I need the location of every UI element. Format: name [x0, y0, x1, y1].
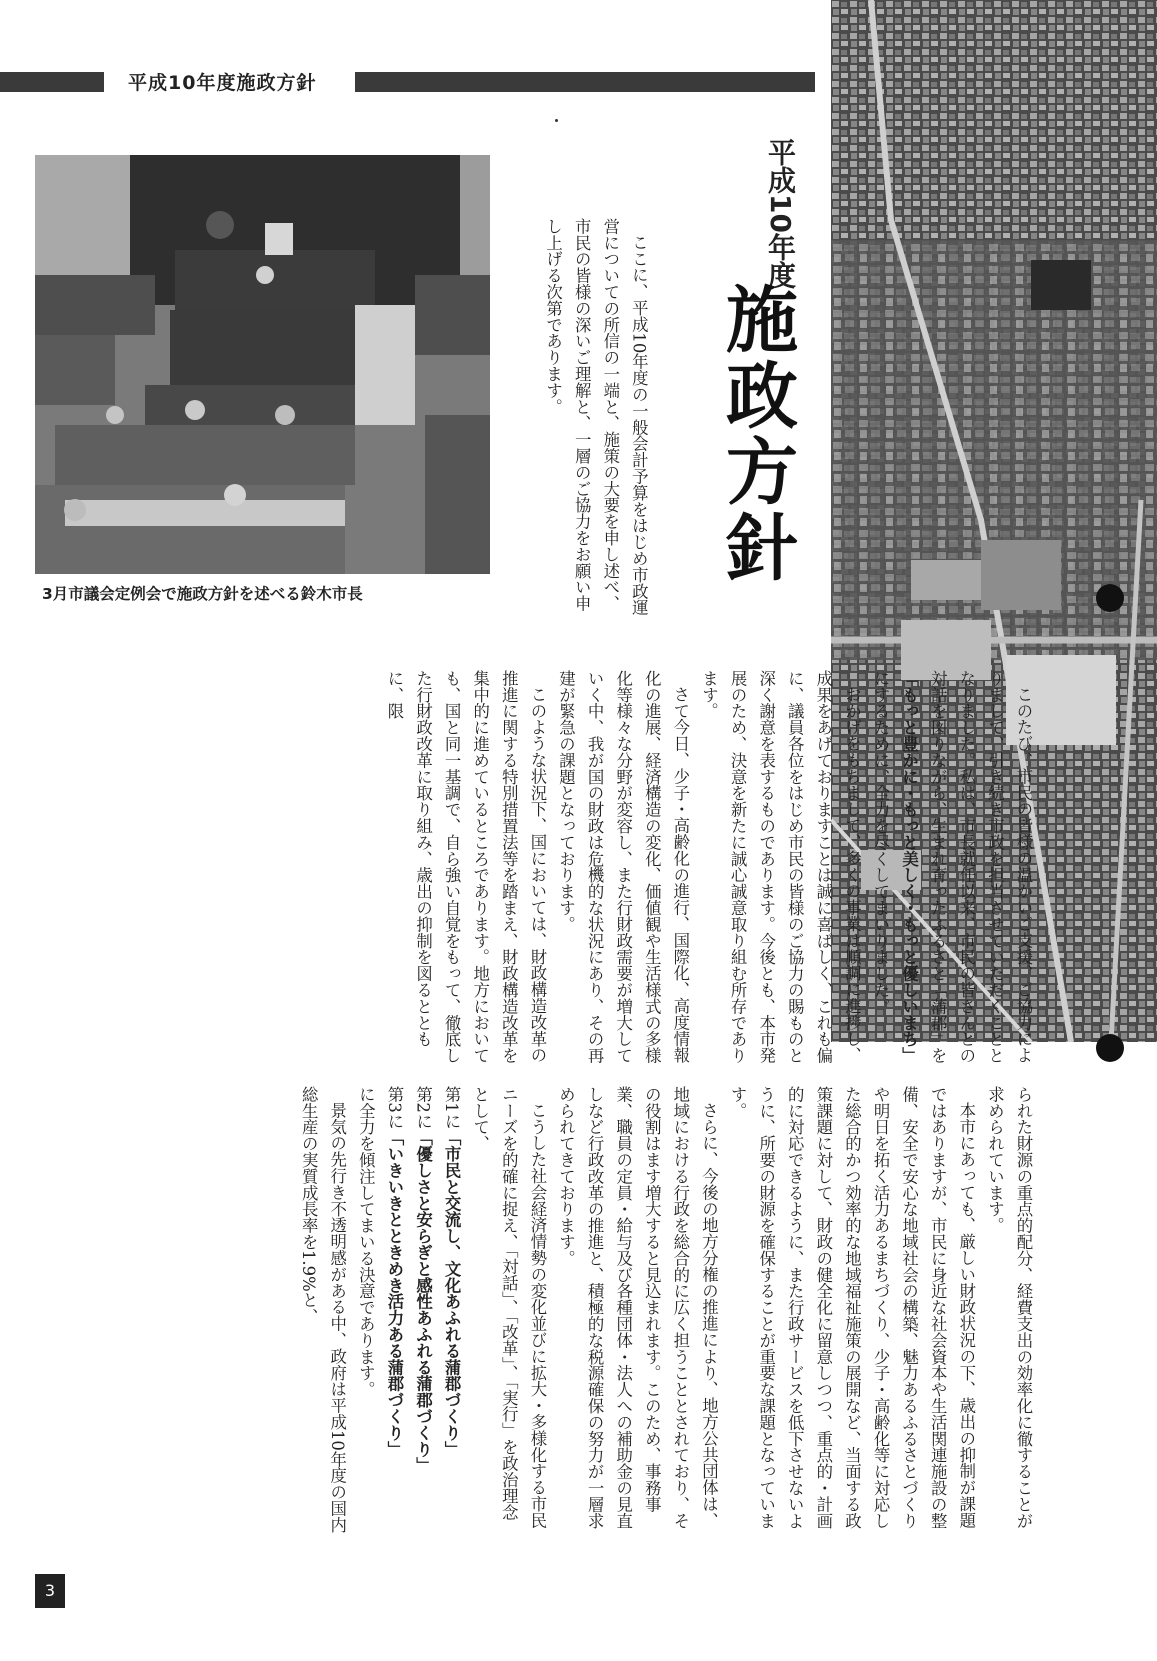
heading-policy-address: 施政方針 [714, 282, 799, 586]
body2-paragraph-2: 本市にあっても、厳しい財政状況の下、歳出の抑制が課題ではありますが、市民に身近な社会資本や生活関連施設の整備、安全で安心な地域社会の構築、魅力あるふるさとづくりや明日を拓く活力あるまちづくり、少子・高齢化等に対応した総合的かつ効率的な地域福祉施策の展開など、当面する政策課題に対して、財政の健全化に留意しつつ、重点的・計画的に対応できるように、また行政サービスを低下させないように、所要の財源を確保することが重要な課題となっています。 [728, 1086, 976, 1529]
intro-text: ここに、平成10年度の一般会計予算をはじめ市政運営についての所信の一端と、施策の大要を申し述べ、市民の皆様の深いご理解と、一層のご協力をお願い申し上げる次第であります。 [543, 218, 649, 617]
decorative-dot [1096, 584, 1124, 612]
body2-paragraph-4: こうした社会経済情勢の変化並びに拡大・多様化する市民ニーズを的確に捉え、「対話」、「改革」、「実行」を政治理念として、 [470, 1086, 547, 1529]
body2-paragraph-5: に全力を傾注してまいる決意であります。 [356, 1086, 376, 1398]
header-bar-right [355, 72, 815, 92]
photo-caption: 3月市議会定例会で施政方針を述べる鈴木市長 [42, 585, 363, 603]
policy-item-3-prefix: 第3に [384, 1086, 404, 1130]
section-title: 平成10年度施政方針 [128, 72, 317, 94]
body1-p1a: このたび、市民の皆様の温かいご支援、ご協力によりまして、引き続き市政を担当させていただくこととなりました。私は、市長就任以来、市民の皆さんとの対話を図りながら、生まれ育ったふるさと「蒲郡」を [928, 670, 1033, 1064]
policy-item-1-prefix: 第1に [442, 1086, 462, 1130]
body2-paragraph-1: られた財源の重点的配分、経費支出の効率化に徹することが求められています。 [985, 1086, 1033, 1529]
body1-paragraph-3: さて今日、少子・高齢化の進行、国際化、高度情報化の進展、経済構造の変化、価値観や生活様式の多様化等様々な分野が変容し、また行財政需要が増大していく中、我が国の財政は危機的な状況にあり、その再建が緊急の課題となっております。 [556, 670, 690, 1064]
heading-fiscal-year: 平成10年度 [764, 138, 797, 289]
decorative-dot [1096, 1034, 1124, 1062]
policy-item-2-text: 「優しさと安らぎと感性あふれる蒲郡づくり」 [413, 1129, 433, 1474]
policy-item-1 [437, 1086, 466, 1534]
council-meeting-photo [35, 155, 490, 574]
slogan-emphasis: 「もっと豊かに・もっと美しく・もっと優しいまち」 [899, 670, 919, 1064]
body1-paragraph-2: おかげをもちまして、多くの事業は順調に進捗し、成果をあげておりますことは誠に喜ばしく、これも偏に、議員各位をはじめ市民の皆様のご協力の賜ものと深く謝意を表するものであります。今後とも、本市発展のため、決意を新たに誠心誠意取り組む所存であります。 [699, 670, 862, 1064]
body-block-2 [35, 1086, 1037, 1534]
body1-paragraph-1 [865, 670, 1037, 1078]
page-number: 3 [35, 1574, 65, 1608]
policy-item-3 [379, 1086, 408, 1534]
body1-p1c: にするために、全力を尽くしてまいりました。 [871, 670, 891, 1015]
policy-item-1-text: 「市民と交流し、文化あふれる蒲郡づくり」 [442, 1129, 462, 1458]
body2-paragraph-3: さらに、今後の地方分権の推進により、地方公共団体は、地域における行政を総合的に広く担うこととされており、その役割はます増大すると見込まれます。このため、事務事業、職員の定員・給与及び各種団体・法人への補助金の見直しなど行政改革の推進と、積極的な税源確保の努力が一層求められてきております。 [556, 1086, 719, 1529]
body2-paragraph-6: 景気の先行き不透明感がある中、政府は平成10年度の国内総生産の実質成長率を1.9%と、 [299, 1086, 347, 1534]
policy-item-3-text: 「いきいきとときめき活力ある蒲郡づくり」 [384, 1129, 404, 1458]
print-speck [555, 119, 558, 122]
header-bar-left [0, 72, 104, 92]
intro-paragraph [538, 218, 652, 618]
policy-item-2-prefix: 第2に [413, 1086, 433, 1130]
body1-paragraph-4: このような状況下、国においては、財政構造改革の推進に関する特別措置法等を踏まえ、財政構造改革を集中的に進めているところであります。地方においても、国と同一基調で、自ら強い自覚をもって、徹底した行財政改革に取り組み、歳出の抑制を図るとともに、限 [384, 670, 547, 1064]
body-block-1 [35, 670, 1037, 1078]
policy-item-2 [408, 1086, 437, 1534]
